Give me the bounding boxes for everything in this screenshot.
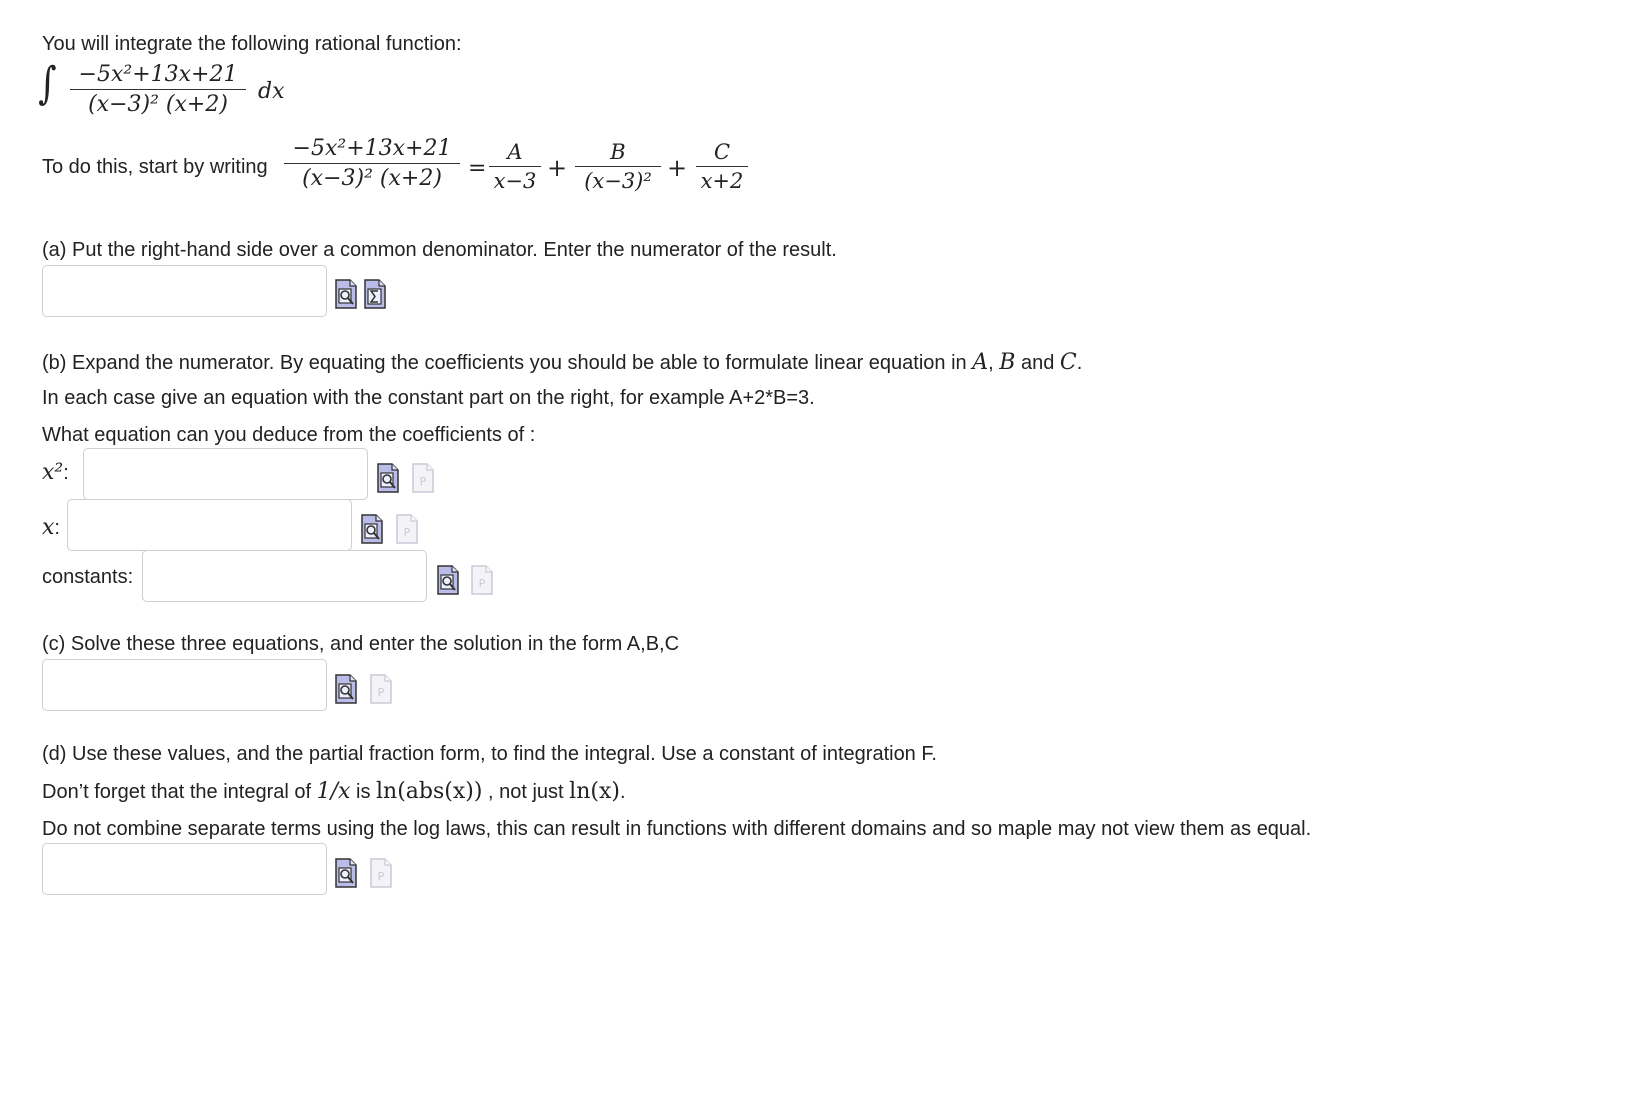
one-over-x: 1/x xyxy=(316,779,351,804)
ln-x: ln(x) xyxy=(569,779,620,804)
preview-icon[interactable] xyxy=(360,513,384,545)
colon: : xyxy=(63,462,69,484)
fraction-c-denominator: x+2 xyxy=(700,169,744,193)
fraction-a-numerator: A xyxy=(507,140,523,164)
integral-sign: ∫ xyxy=(38,58,57,109)
x-symbol: x xyxy=(42,515,55,540)
fraction-a xyxy=(489,140,541,193)
colon: : xyxy=(54,517,60,539)
equation-editor-icon[interactable] xyxy=(363,278,387,310)
x-squared-symbol: x² xyxy=(42,460,64,485)
part-a-instruction: (a) Put the right-hand side over a common denominator. Enter the numerator of the result. xyxy=(42,239,837,261)
part-d-answer-input[interactable] xyxy=(42,843,327,895)
plus-sign: + xyxy=(547,154,568,182)
fraction-b-numerator: B xyxy=(610,140,626,164)
x-coefficient-input[interactable] xyxy=(67,499,352,551)
var-b: B xyxy=(999,350,1016,375)
dx-term: dx xyxy=(258,79,285,104)
fraction-b xyxy=(575,140,661,193)
lhs-denominator: (x−3)² (x+2) xyxy=(302,166,442,191)
var-c: C xyxy=(1059,350,1077,375)
disabled-preview-icon xyxy=(369,673,393,705)
part-b-example: In each case give an equation with the constant part on the right, for example A+2*B=3. xyxy=(42,387,815,409)
part-d-log-hint xyxy=(42,779,626,804)
part-b-instruction xyxy=(42,350,1082,375)
disabled-preview-icon xyxy=(470,564,494,596)
constants-label: constants: xyxy=(42,566,134,588)
plus-sign: + xyxy=(667,154,688,182)
part-c-answer-input[interactable] xyxy=(42,659,327,711)
disabled-preview-icon xyxy=(369,857,393,889)
fraction-c xyxy=(696,140,748,193)
part-d-warning: Do not combine separate terms using the log laws, this can result in functions with different domains and so maple may not view them as equal. xyxy=(42,818,1312,840)
part-b-question: What equation can you deduce from the coefficients of : xyxy=(42,424,536,446)
hint-text: Don’t forget that the integral of xyxy=(42,781,317,803)
constants-input[interactable] xyxy=(142,550,427,602)
part-d-instruction: (d) Use these values, and the partial fraction form, to find the integral. Use a constant of integration F. xyxy=(42,743,937,765)
equals-sign: = xyxy=(468,156,487,181)
lhs-fraction xyxy=(284,136,460,191)
part-c-instruction: (c) Solve these three equations, and enter the solution in the form A,B,C xyxy=(42,633,680,655)
preview-icon[interactable] xyxy=(334,278,358,310)
preview-icon[interactable] xyxy=(376,462,400,494)
x-label xyxy=(42,514,60,540)
and-text: and xyxy=(1015,352,1060,374)
x-squared-label xyxy=(42,459,69,485)
period: . xyxy=(1076,352,1083,374)
fraction-c-numerator: C xyxy=(713,140,731,164)
preview-icon[interactable] xyxy=(334,673,358,705)
period: . xyxy=(619,781,626,803)
ln-abs-x: ln(abs(x)) xyxy=(376,779,483,804)
comma: , xyxy=(988,352,1000,374)
x-squared-coefficient-input[interactable] xyxy=(83,448,368,500)
integrand-fraction xyxy=(70,62,246,117)
part-b-text: (b) Expand the numerator. By equating the coefficients you should be able to formulate linear equation in xyxy=(42,352,973,374)
disabled-preview-icon xyxy=(411,462,435,494)
var-a: A xyxy=(972,350,989,375)
intro-text: You will integrate the following rational function: xyxy=(42,33,462,55)
hint-text: is xyxy=(350,781,376,803)
part-a-answer-input[interactable] xyxy=(42,265,327,317)
integrand-denominator: (x−3)² (x+2) xyxy=(88,92,228,117)
decomposition-lead: To do this, start by writing xyxy=(42,156,268,178)
lhs-numerator: −5x²+13x+21 xyxy=(292,136,452,161)
disabled-preview-icon xyxy=(395,513,419,545)
integrand-numerator: −5x²+13x+21 xyxy=(78,62,238,87)
preview-icon[interactable] xyxy=(334,857,358,889)
fraction-a-denominator: x−3 xyxy=(493,169,537,193)
preview-icon[interactable] xyxy=(436,564,460,596)
hint-text: , not just xyxy=(482,781,570,803)
fraction-b-denominator: (x−3)² xyxy=(584,169,652,193)
